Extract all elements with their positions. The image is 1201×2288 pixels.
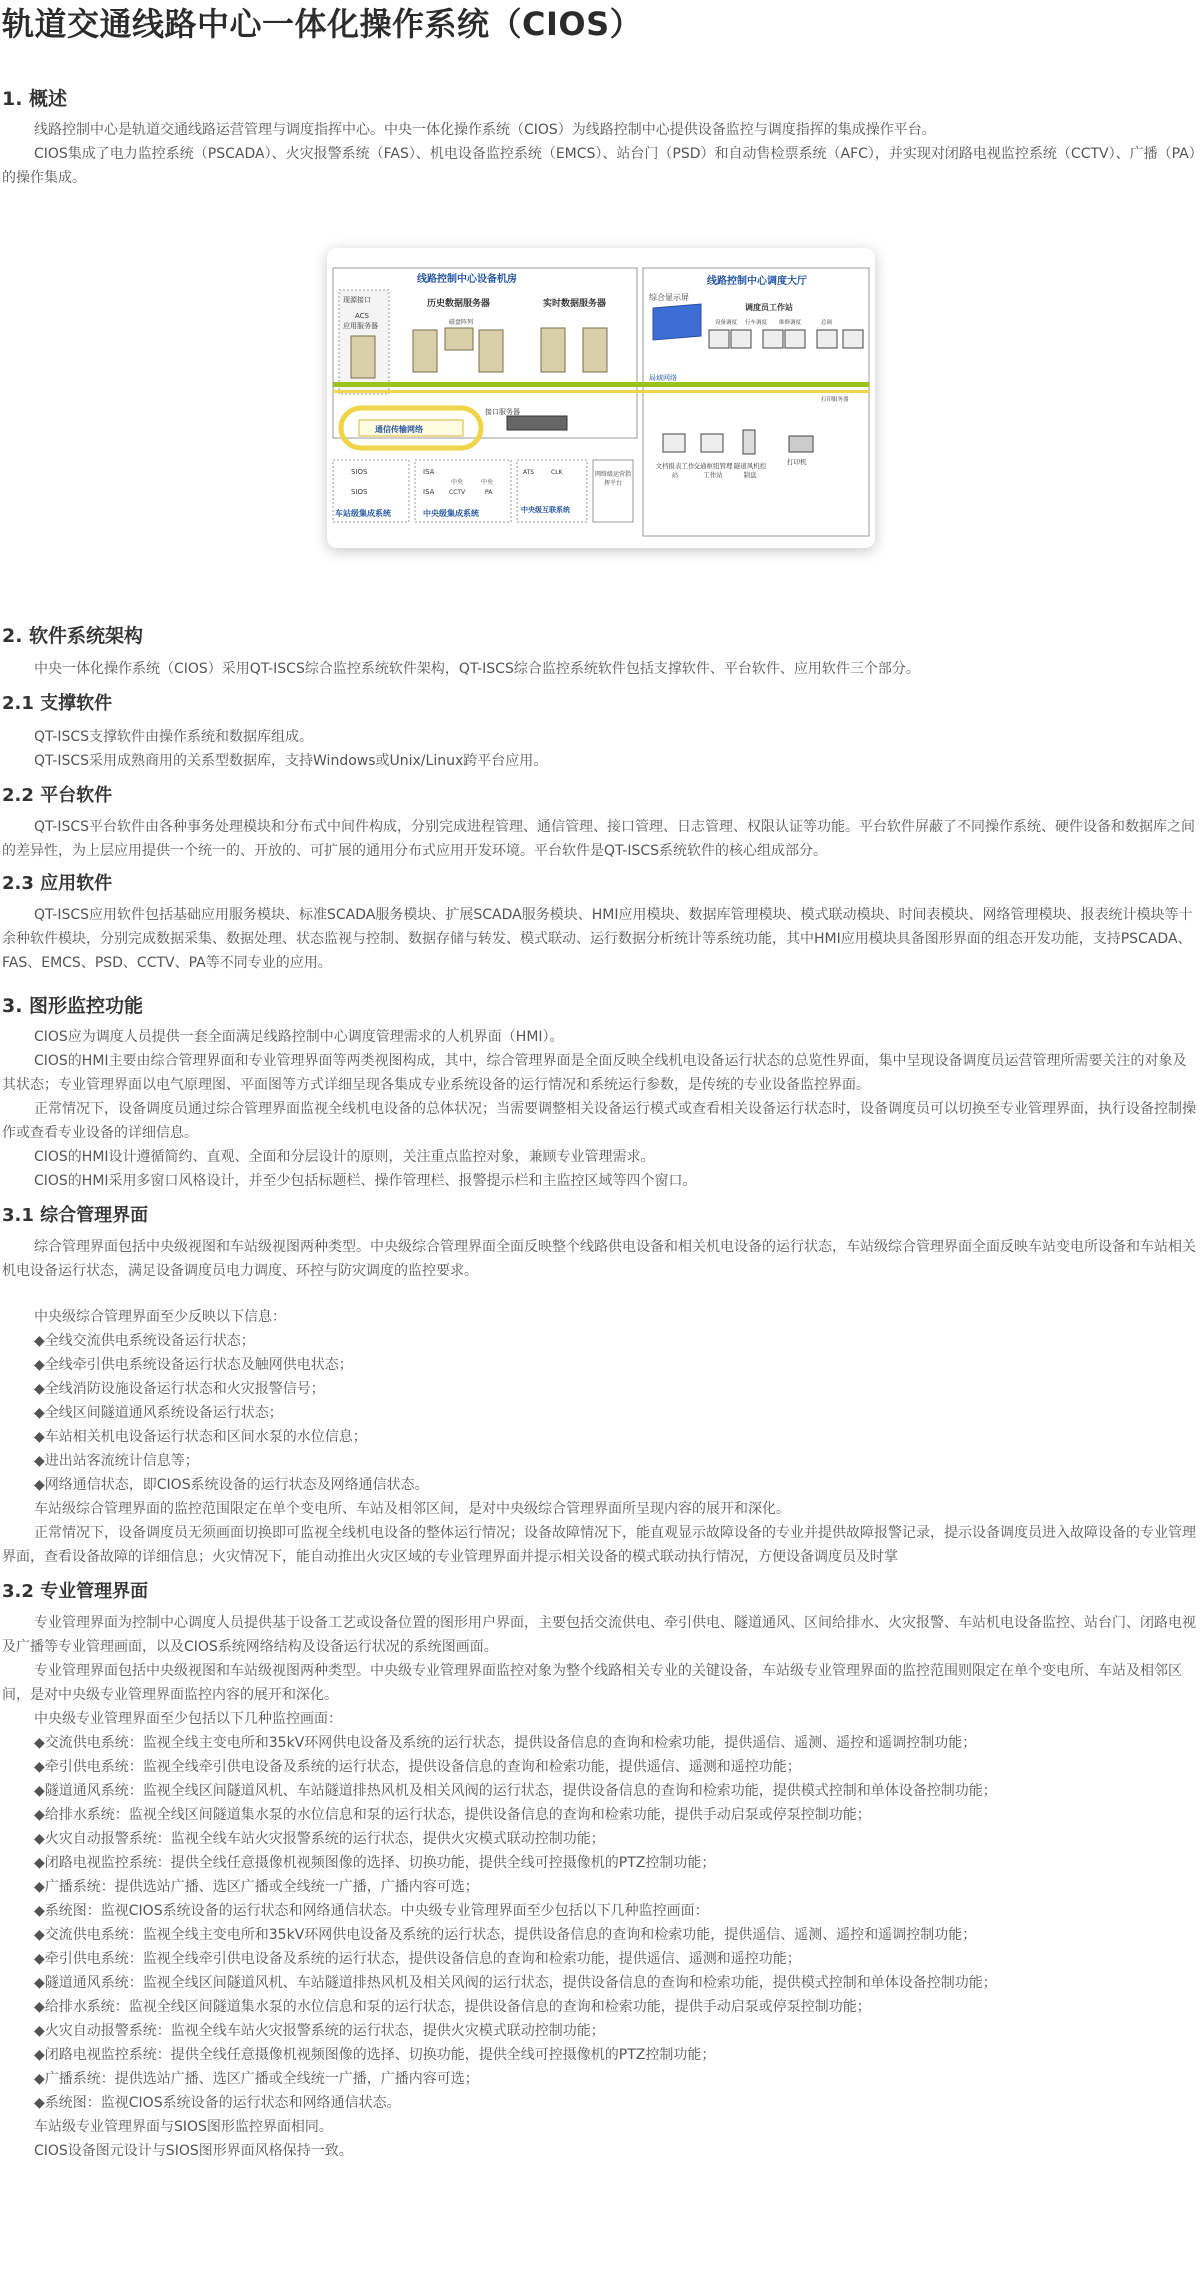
monitor-icon <box>785 330 805 348</box>
printer-icon <box>789 436 813 452</box>
paragraph: 中央级专业管理界面至少包括以下几种监控画面： <box>34 1711 342 1727</box>
bullet-item: ◆广播系统：提供选站广播、选区广播或全线统一广播，广播内容可选； <box>34 2071 479 2087</box>
paragraph: QT-ISCS应用软件包括基础应用服务模块、标准SCADA服务模块、扩展SCADA服务模块、HMI应用模块、数据库管理模块、模式联动模块、时间表模块、网络管理模块、报表统计模块等十余种软件模块，分别完成数据采集、数据处理、状态监视与控制、数据存储与转发、模式联动、运行数据分析统计等系统功能，其中HMI应用模块具备图形界面的组态开发功能，支持PSCADA、FAS、EMCS、PSD、CCTV、PA等不同专业的应用。 <box>2 907 1193 971</box>
bullet-item: ◆全线交流供电系统设备运行状态； <box>34 1333 255 1349</box>
comm-net-label: 通信传输网络 <box>374 425 423 434</box>
bullet-item: ◆系统图：监视CIOS系统设备的运行状态和网络通信状态。中央级专业管理界面至少包括以下几种监控画面： <box>34 1903 709 1919</box>
sios-label: SIOS <box>350 468 367 476</box>
isa-label: ISA <box>422 468 434 476</box>
bullet-item: ◆全线牵引供电系统设备运行状态及触网供电状态； <box>34 1357 353 1373</box>
hist-servers-label: 历史数据服务器 <box>426 299 490 309</box>
monitor-icon <box>843 330 863 348</box>
heading-comp: 3.1 综合管理界面 <box>2 1205 149 1226</box>
page-title: 轨道交通线路中心一体化操作系统（CIOS） <box>2 5 643 43</box>
bullet-item: ◆全线消防设施设备运行状态和火灾报警信号； <box>34 1381 325 1397</box>
paragraph: CIOS的HMI主要由综合管理界面和专业管理界面等两类视图构成，其中，综合管理界面是全面反映全线机电设备运行状态的总览性界面，集中呈现设备调度员运营管理所需要关注的对象及其状态；专业管理界面以电气原理图、平面图等方式详细呈现各集成专业系统设备的运行情况和系统运行参数，是传统的专业设备监控界面。 <box>2 1053 1187 1093</box>
heading-support: 2.1 支撑软件 <box>2 693 113 714</box>
monitor-icon <box>817 330 837 348</box>
lan-label: 局域网络 <box>648 374 677 382</box>
central-inter-label: 中央级互联系统 <box>520 506 570 514</box>
paragraph: CIOS的HMI采用多窗口风格设计，并至少包括标题栏、操作管理栏、报警提示栏和主监控区域等四个窗口。 <box>34 1173 697 1189</box>
server-icon <box>413 330 437 372</box>
ws-label-1: 行车调度 <box>744 320 767 326</box>
heading-gfx: 3. 图形监控功能 <box>2 995 144 1017</box>
paragraph: 中央级综合管理界面至少反映以下信息： <box>34 1309 286 1325</box>
paragraph: QT-ISCS采用成熟商用的关系型数据库，支持Windows或Unix/Linux跨平台应用。 <box>34 753 548 769</box>
heading-overview: 1. 概述 <box>2 88 68 110</box>
traffic-ws-label: 交通枢纽管理工作站 <box>693 462 732 479</box>
machine-room-title: 线路控制中心设备机房 <box>416 274 517 285</box>
bullet-item: ◆火灾自动报警系统：监视全线车站火灾报警系统的运行状态，提供火灾模式联动控制功能； <box>34 2023 605 2039</box>
bullet-item: ◆交流供电系统：监视全线主变电所和35kV环网供电设备及系统的运行状态，提供设备信息的查询和检索功能，提供遥信、遥测、遥控和遥调控制功能； <box>34 1735 977 1751</box>
bullet-item: ◆火灾自动报警系统：监视全线车站火灾报警系统的运行状态，提供火灾模式联动控制功能； <box>34 1831 605 1847</box>
monitor-icon <box>663 434 685 452</box>
acs-sub-label: 应用服务器 <box>342 322 378 330</box>
isa-label-2: ISA <box>422 488 434 496</box>
bullet-item: ◆广播系统：提供选站广播、选区广播或全线统一广播，广播内容可选； <box>34 1879 479 1895</box>
bullet-item: ◆网络通信状态，即CIOS系统设备的运行状态及网络通信状态。 <box>34 1477 429 1493</box>
bullet-item: ◆隧道通风系统：监视全线区间隧道风机、车站隧道排热风机及相关风阀的运行状态，提供设备信息的查询和检索功能，提供模式控制和单体设备控制功能； <box>34 1783 997 1799</box>
monitor-icon <box>701 434 723 452</box>
paragraph: 中央一体化操作系统（CIOS）采用QT-ISCS综合监控系统软件架构，QT-ISCS综合监控系统软件包括支撑软件、平台软件、应用软件三个部分。 <box>34 661 920 677</box>
paragraph: QT-ISCS支撑软件由操作系统和数据库组成。 <box>34 729 314 745</box>
architecture-diagram <box>327 248 875 548</box>
printer-label: 打印机 <box>786 458 806 466</box>
paragraph: 线路控制中心是轨道交通线路运营管理与调度指挥中心。中央一体化操作系统（CIOS）为线路控制中心提供设备监控与调度指挥的集成操作平台。 <box>34 122 936 138</box>
bullet-item: ◆闭路电视监控系统：提供全线任意摄像机视频图像的选择、切换功能，提供全线可控摄像机的PTZ控制功能； <box>34 1855 716 1871</box>
heading-arch: 2. 软件系统架构 <box>2 625 144 647</box>
disk-array-icon <box>445 328 473 350</box>
bullet-item: ◆闭路电视监控系统：提供全线任意摄像机视频图像的选择、切换功能，提供全线可控摄像机的PTZ控制功能； <box>34 2047 716 2063</box>
lan-bar-2 <box>333 390 869 393</box>
clk-label: CLK <box>550 469 562 476</box>
server-icon <box>479 330 503 372</box>
paragraph: 综合管理界面包括中央级视图和车站级视图两种类型。中央级综合管理界面全面反映整个线路供电设备和相关机电设备的运行状态，车站级综合管理界面全面反映车站变电所设备和车站相关机电设备运行状态，满足设备调度员电力调度、环控与防灾调度的监控要求。 <box>2 1239 1196 1279</box>
iface-server-icon <box>507 416 567 430</box>
bullet-item: ◆牵引供电系统：监视全线牵引供电设备及系统的运行状态，提供设备信息的查询和检索功能，提供遥信、遥测和遥控功能； <box>34 1759 801 1775</box>
display-wall-label: 综合显示屏 <box>648 293 689 302</box>
pa-label: PA <box>484 489 492 496</box>
bullet-item: ◆全线区间隧道通风系统设备运行状态； <box>34 1405 283 1421</box>
bullet-item: ◆牵引供电系统：监视全线牵引供电设备及系统的运行状态，提供设备信息的查询和检索功能，提供遥信、遥测和遥控功能； <box>34 1951 801 1967</box>
ext-iface-label: 现源接口 <box>342 296 371 304</box>
paragraph: 专业管理界面为控制中心调度人员提供基于设备工艺或设备位置的图形用户界面，主要包括交流供电、牵引供电、隧道通风、区间给排水、火灾报警、车站机电设备监控、站台门、闭路电视及广播等专业管理画面，以及CIOS系统网络结构及设备运行状况的系统图画面。 <box>2 1615 1196 1655</box>
bullet-item: ◆交流供电系统：监视全线主变电所和35kV环网供电设备及系统的运行状态，提供设备信息的查询和检索功能，提供遥信、遥测、遥控和遥调控制功能； <box>34 1927 977 1943</box>
server-icon <box>583 328 607 372</box>
pa-center-label: 中央 <box>480 479 493 486</box>
ats-label: ATS <box>522 469 534 476</box>
comp-bullet-list <box>2 1329 1199 1497</box>
paragraph: 车站级专业管理界面与SIOS图形监控界面相同。 <box>34 2119 333 2135</box>
rt-servers-label: 实时数据服务器 <box>542 299 606 309</box>
lan-bar <box>333 382 869 387</box>
display-wall-icon <box>653 304 701 340</box>
central-int-label: 中央级集成系统 <box>422 509 479 518</box>
heading-prof: 3.2 专业管理界面 <box>2 1581 149 1602</box>
paragraph: 正常情况下，设备调度员无须画面切换即可监视全线机电设备的整体运行情况；设备故障情况下，能直观显示故障设备的专业并提供故障报警记录，提示设备调度员进入故障设备的专业管理界面，查看设备故障的详细信息；火灾情况下，能自动推出火灾区域的专业管理界面并提示相关设备的模式联动执行情况，方便设备调度员及时掌 <box>2 1525 1196 1565</box>
paragraph: 车站级综合管理界面的监控范围限定在单个变电所、车站及相邻区间，是对中央级综合管理界面所呈现内容的展开和深化。 <box>34 1501 790 1517</box>
station-int-label: 车站级集成系统 <box>334 509 391 518</box>
system-architecture-figure <box>327 248 875 548</box>
paragraph: CIOS的HMI设计遵循简约、直观、全面和分层设计的原则，关注重点监控对象，兼顾专业管理需求。 <box>34 1149 655 1165</box>
paragraph: CIOS集成了电力监控系统（PSCADA）、火灾报警系统（FAS）、机电设备监控系统（EMCS）、站台门（PSD）和自动售检票系统（AFC），并实现对闭路电视监控系统（CCTV）、广播（PA）的操作集成。 <box>2 146 1196 186</box>
cctv-label: CCTV <box>448 489 465 496</box>
paragraph: 正常情况下，设备调度员通过综合管理界面监视全线机电设备的总体状况；当需要调整相关设备运行模式或查看相关设备运行状态时，设备调度员可以切换至专业管理界面，执行设备控制操作或查看专业设备的详细信息。 <box>2 1101 1196 1141</box>
disk-array-label: 磁盘阵列 <box>448 319 473 326</box>
acs-label: ACS <box>354 312 369 320</box>
ws-label-3: 总调 <box>820 320 832 326</box>
control-panel-icon <box>743 430 755 454</box>
acs-server-icon <box>351 336 375 378</box>
ws-label-2: 维修调度 <box>778 320 801 326</box>
cctv-center-label: 中央 <box>450 479 463 486</box>
server-icon <box>541 328 565 372</box>
prof-bullet-list-2 <box>2 1923 1199 2115</box>
paragraph: QT-ISCS平台软件由各种事务处理模块和分布式中间件构成，分别完成进程管理、通信管理、接口管理、日志管理、权限认证等功能。平台软件屏蔽了不同操作系统、硬件设备和数据库之间的差异性，为上层应用提供一个统一的、开放的、可扩展的通用分布式应用开发环境。平台软件是QT-ISCS系统软件的核心组成部分。 <box>2 819 1196 859</box>
ws-label-0: 设备调度 <box>714 320 737 326</box>
bullet-item: ◆车站相关机电设备运行状态和区间水泵的水位信息； <box>34 1429 367 1445</box>
dispatcher-ws-label: 调度员工作站 <box>744 303 793 312</box>
bullet-item: ◆给排水系统：监视全线区间隧道集水泵的水位信息和泵的运行状态，提供设备信息的查询和检索功能，提供手动启泵或停泵控制功能； <box>34 1807 871 1823</box>
sios-label-2: SIOS <box>350 488 367 496</box>
doc-ws-label: 文档报表工作站 <box>655 462 694 479</box>
monitor-icon <box>763 330 783 348</box>
bullet-item: ◆系统图：监视CIOS系统设备的运行状态和网络通信状态。 <box>34 2095 401 2111</box>
heading-platform: 2.2 平台软件 <box>2 785 113 806</box>
paragraph: CIOS设备图元设计与SIOS图形界面风格保持一致。 <box>34 2143 353 2159</box>
bullet-item: ◆给排水系统：监视全线区间隧道集水泵的水位信息和泵的运行状态，提供设备信息的查询和检索功能，提供手动启泵或停泵控制功能； <box>34 1999 871 2015</box>
iface-server-label: 接口服务器 <box>484 408 520 416</box>
print-server-label: 打印服务器 <box>820 397 849 403</box>
monitor-icon <box>731 330 751 348</box>
monitor-icon <box>709 330 729 348</box>
heading-app: 2.3 应用软件 <box>2 873 113 894</box>
paragraph: 专业管理界面包括中央级视图和车站级视图两种类型。中央级专业管理界面监控对象为整个线路相关专业的关键设备，车站级专业管理界面的监控范围则限定在单个变电所、车站及相邻区间，是对中央级专业管理界面监控内容的展开和深化。 <box>2 1663 1182 1703</box>
paragraph: CIOS应为调度人员提供一套全面满足线路控制中心调度管理需求的人机界面（HMI）。 <box>34 1029 564 1045</box>
bullet-item: ◆进出站客流统计信息等； <box>34 1453 199 1469</box>
bullet-item: ◆隧道通风系统：监视全线区间隧道风机、车站隧道排热风机及相关风阀的运行状态，提供设备信息的查询和检索功能，提供模式控制和单体设备控制功能； <box>34 1975 997 1991</box>
net-mgmt-label: 网络级运营指挥平台 <box>594 471 631 487</box>
tunnel-ws-label: 隧道风机控制盘 <box>733 462 766 479</box>
dispatch-hall-title: 线路控制中心调度大厅 <box>706 276 807 287</box>
prof-bullet-list-1 <box>2 1731 1199 1923</box>
